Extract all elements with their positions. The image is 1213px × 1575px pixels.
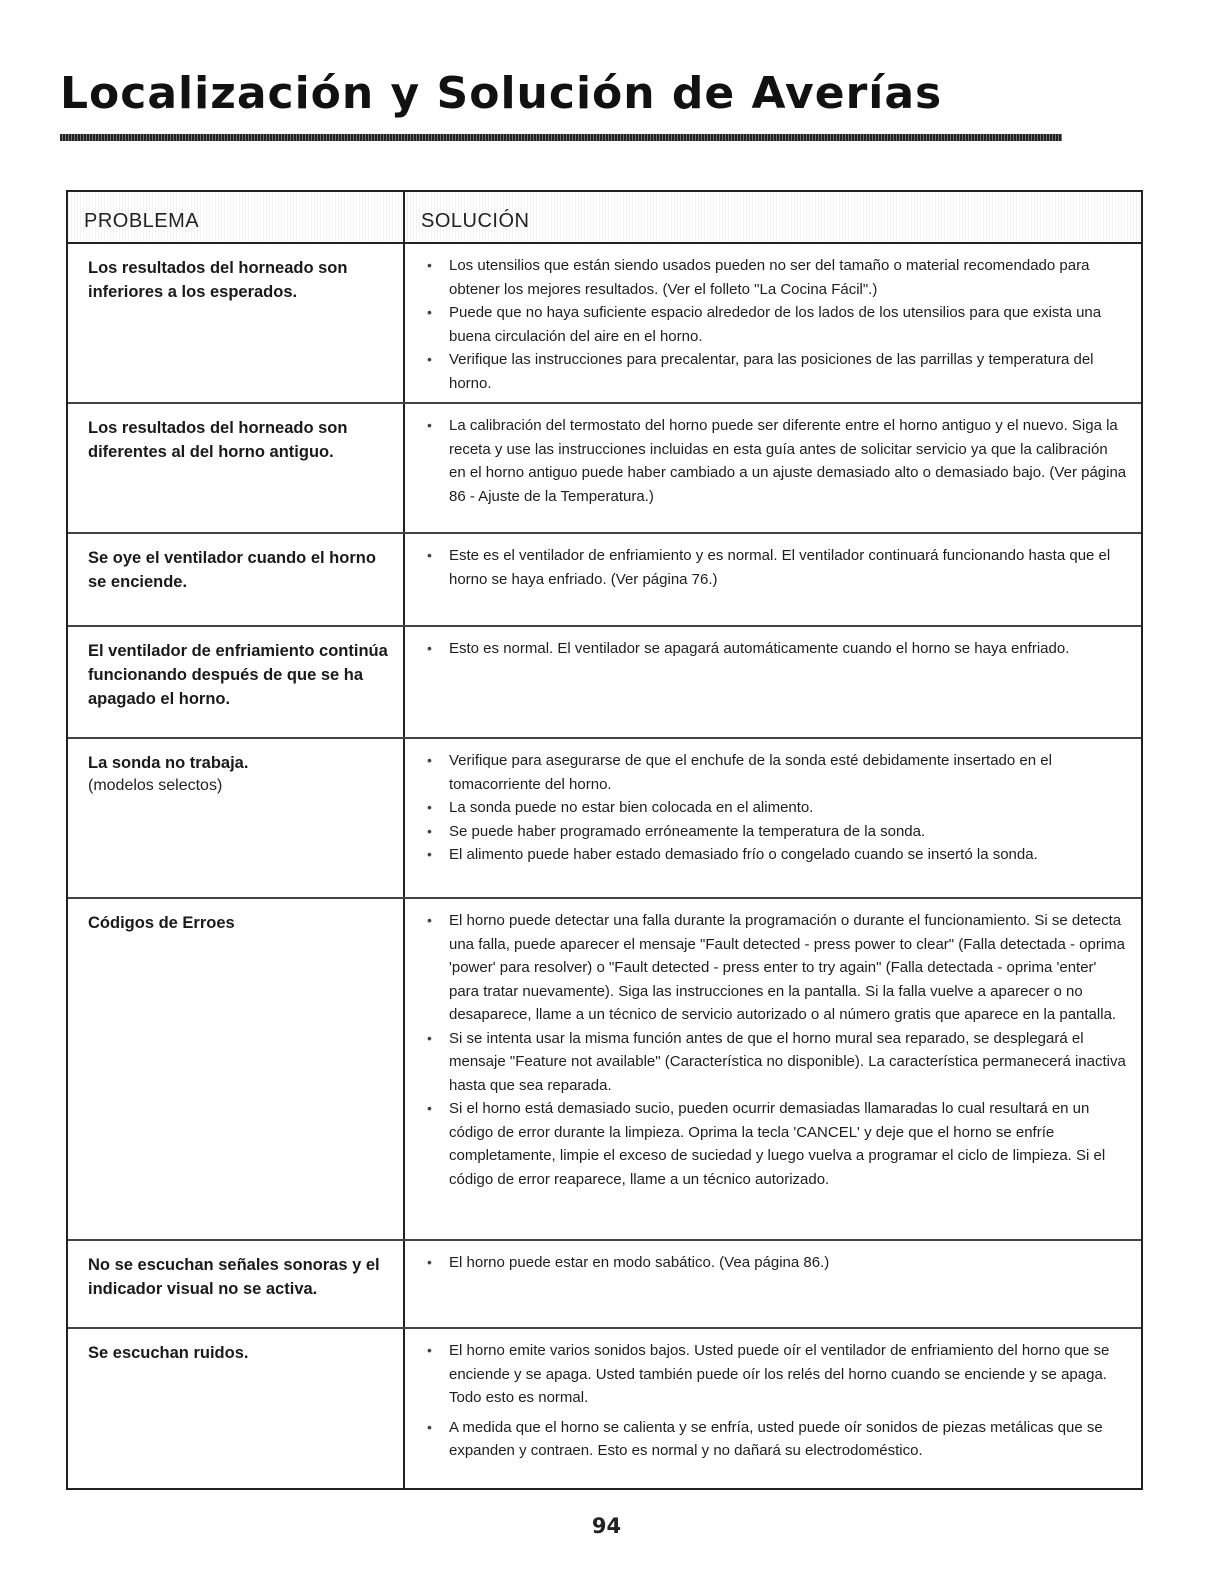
solution-list [421, 254, 1127, 395]
problem-text: No se escuchan señales sonoras y el indicador visual no se activa. [88, 1256, 380, 1298]
header-solution: SOLUCIÓN [421, 210, 530, 232]
solution-cell [405, 1241, 1141, 1327]
title-underline [60, 134, 1062, 141]
solution-text: A medida que el horno se calienta y se enfría, usted puede oír sonidos de piezas metálicas que se expanden y contraen. Esto es normal y no dañará su electrodoméstico. [449, 1418, 1103, 1459]
solution-item [421, 1027, 1127, 1098]
solution-cell [405, 244, 1141, 402]
solution-item [421, 796, 1127, 820]
troubleshooting-table [66, 190, 1143, 1490]
problem-text: Se oye el ventilador cuando el horno se enciende. [88, 549, 376, 591]
bullet-icon: • [427, 1342, 432, 1358]
bullet-icon: • [427, 640, 432, 656]
solution-text: Esto es normal. El ventilador se apagará automáticamente cuando el horno se haya enfriado. [449, 640, 1070, 657]
bullet-icon: • [427, 1418, 432, 1435]
problem-text: Los resultados del horneado son diferentes al del horno antiguo. [88, 419, 348, 461]
solution-item [421, 414, 1127, 508]
solution-text: El horno puede detectar una falla durante la programación o durante el funcionamiento. Si se detecta una falla, puede aparecer el mensaje "Fault detected - press power to clear" (Falla detectada - oprima 'power' para resolver) o "Fault detected - press enter to try again" (Falla detectada - oprima 'enter' para tratar nuevamente). Siga las instrucciones en la pantalla. Si la falla vuelve a aparecer o no desaparece, llame a un técnico de servicio autorizado o al número gratis que aparece en la pantalla. [449, 912, 1126, 1023]
solution-item [421, 820, 1127, 844]
problem-cell [68, 739, 405, 897]
solution-text: Puede que no haya suficiente espacio alrededor de los lados de los utensilios para que exista una buena circulación del aire en el horno. [449, 304, 1102, 345]
problem-cell [68, 534, 405, 625]
bullet-icon: • [427, 304, 432, 320]
bullet-icon: • [427, 1100, 432, 1116]
bullet-icon: • [427, 417, 432, 433]
solution-item [421, 1097, 1127, 1191]
solution-list [421, 414, 1127, 508]
solution-item [421, 348, 1127, 395]
problem-cell [68, 627, 405, 737]
solution-cell [405, 739, 1141, 897]
solution-item [421, 1251, 1127, 1275]
problem-text: Códigos de Erroes [88, 914, 235, 932]
page-number: 94 [591, 1514, 622, 1538]
problem-note: (modelos selectos) [88, 777, 223, 794]
problem-text: La sonda no trabaja. [88, 754, 249, 772]
bullet-icon: • [427, 752, 432, 768]
table-row [68, 1329, 1141, 1490]
bullet-icon: • [427, 846, 432, 862]
solution-list [421, 637, 1127, 661]
solution-text: Los utensilios que están siendo usados pueden no ser del tamaño o material recomendado para obtener los mejores resultados. (Ver el folleto "La Cocina Fácil".) [449, 257, 1090, 298]
solution-item [421, 301, 1127, 348]
table-row [68, 404, 1141, 534]
solution-text: Si se intenta usar la misma función antes de que el horno mural sea reparado, se desplegará el mensaje "Feature not available" (Característica no disponible). La característica permanecerá inactiva hasta que sea reparada. [449, 1029, 1126, 1094]
problem-text: El ventilador de enfriamiento continúa funcionando después de que se ha apagado el horno. [88, 642, 388, 708]
bullet-icon: • [427, 547, 432, 563]
solution-item [421, 1339, 1127, 1410]
table-header [68, 192, 1141, 244]
solution-text: Este es el ventilador de enfriamiento y es normal. El ventilador continuará funcionando hasta que el horno se haya enfriado. (Ver página 76.) [449, 547, 1111, 588]
solution-item [421, 544, 1127, 591]
problem-cell [68, 1329, 405, 1490]
page-title: Localización y Solución de Averías [60, 68, 943, 119]
solution-list [421, 544, 1127, 591]
header-problem: PROBLEMA [68, 192, 405, 242]
table-row [68, 1241, 1141, 1329]
problem-cell [68, 404, 405, 532]
solution-cell [405, 534, 1141, 625]
bullet-icon: • [427, 257, 432, 273]
solution-item [421, 637, 1127, 661]
table-row [68, 899, 1141, 1241]
solution-text: La calibración del termostato del horno puede ser diferente entre el horno antiguo y el nuevo. Siga la receta y use las instrucciones incluidas en esta guía antes de solicitar servicio ya que la calibración en el horno antiguo puede haber cambiado a un ajuste demasiado alto o demasiado bajo. (Ver página 86 - Ajuste de la Temperatura.) [449, 417, 1127, 505]
solution-text: El horno puede estar en modo sabático. (Vea página 86.) [449, 1254, 830, 1271]
bullet-icon: • [427, 1029, 432, 1046]
solution-item [421, 254, 1127, 301]
solution-text: Verifique las instrucciones para precalentar, para las posiciones de las parrillas y temperatura del horno. [449, 351, 1094, 392]
solution-cell [405, 1329, 1141, 1490]
problem-cell [68, 244, 405, 402]
table-row [68, 739, 1141, 899]
solution-item [421, 1416, 1127, 1463]
problem-text: Se escuchan ruidos. [88, 1344, 249, 1362]
table-row [68, 244, 1141, 404]
solution-list [421, 749, 1127, 867]
problem-text: Los resultados del horneado son inferiores a los esperados. [88, 259, 348, 301]
solution-text: Si el horno está demasiado sucio, pueden ocurrir demasiadas llamaradas lo cual resultará en un código de error durante la limpieza. Oprima la tecla 'CANCEL' y deje que el horno se enfríe completamente, limpie el exceso de suciedad y luego vuelva a programar el ciclo de limpieza. Si el código de error reaparece, llame a un técnico autorizado. [449, 1100, 1106, 1188]
table-row [68, 627, 1141, 739]
bullet-icon: • [427, 822, 432, 839]
solution-list [421, 1251, 1127, 1275]
solution-text: Se puede haber programado erróneamente la temperatura de la sonda. [449, 822, 926, 840]
table-row [68, 534, 1141, 627]
solution-cell [405, 627, 1141, 737]
solution-list [421, 1339, 1127, 1463]
bullet-icon: • [427, 1254, 432, 1270]
bullet-icon: • [427, 912, 432, 928]
bullet-icon: • [427, 351, 432, 367]
solution-item [421, 909, 1127, 1027]
solution-item [421, 843, 1127, 867]
solution-text: El horno emite varios sonidos bajos. Usted puede oír el ventilador de enfriamiento del horno que se enciende y se apaga. Usted también puede oír los relés del horno cuando se enciende y se apaga. Todo esto es normal. [449, 1342, 1110, 1406]
solution-text: La sonda puede no estar bien colocada en el alimento. [449, 799, 814, 816]
solution-cell [405, 404, 1141, 532]
bullet-icon: • [427, 799, 432, 815]
solution-cell [405, 899, 1141, 1239]
solution-text: El alimento puede haber estado demasiado frío o congelado cuando se insertó la sonda. [449, 846, 1038, 863]
solution-list [421, 909, 1127, 1191]
problem-cell [68, 1241, 405, 1327]
solution-item [421, 749, 1127, 796]
solution-text: Verifique para asegurarse de que el enchufe de la sonda esté debidamente insertado en el tomacorriente del horno. [449, 752, 1052, 793]
problem-cell [68, 899, 405, 1239]
